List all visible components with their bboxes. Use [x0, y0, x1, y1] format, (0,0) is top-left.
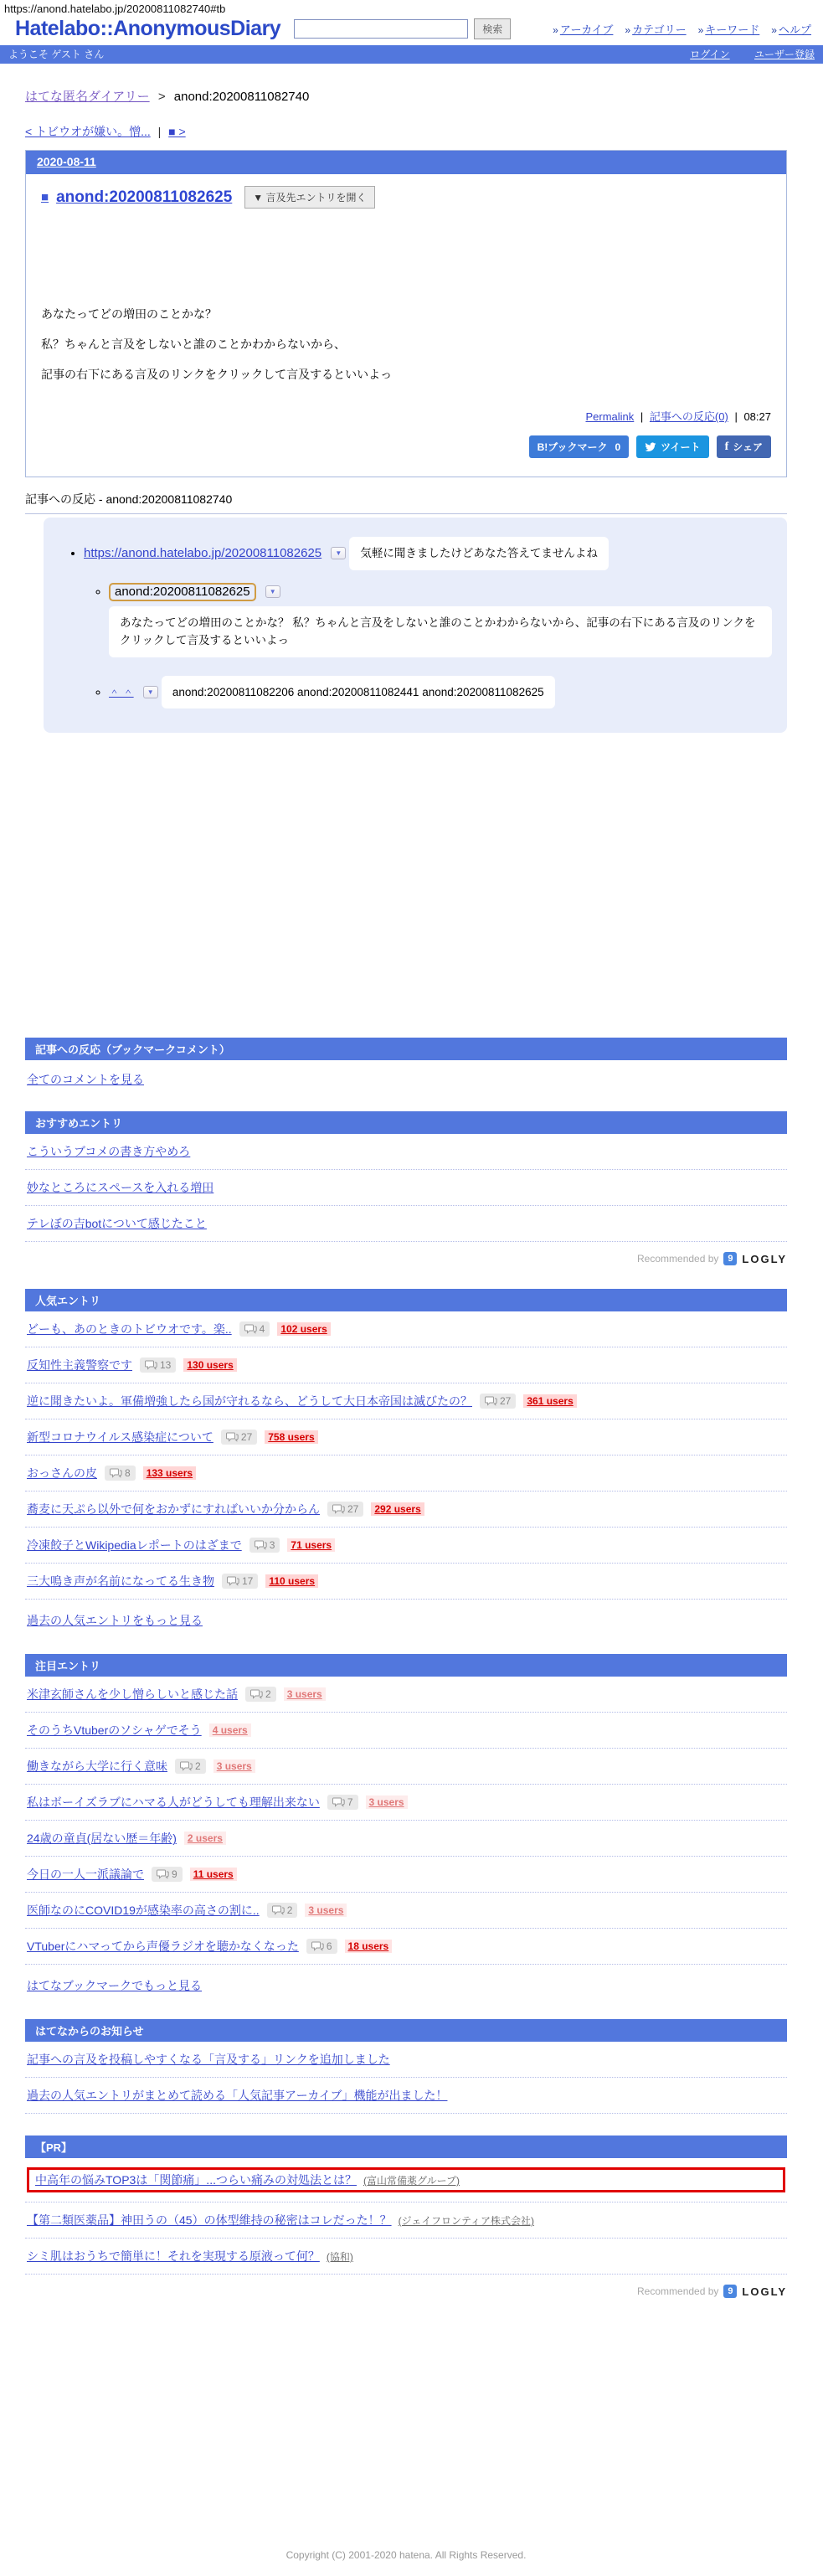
- featured-entries-list: [25, 1677, 787, 1965]
- masthead-nav-label: アーカイブ: [559, 23, 614, 36]
- welcome-greeting: ようこそ ゲスト さん: [8, 49, 105, 60]
- entry-list-row: [25, 1893, 787, 1929]
- recommended-by-row: [25, 2275, 787, 2300]
- more-popular-row: [25, 1600, 787, 1632]
- comment-count: 6: [326, 1940, 332, 1953]
- logly-brand-text: LOGLY: [742, 2285, 787, 2298]
- entry-link[interactable]: 妙なところにスペースを入れる増田: [27, 1181, 214, 1195]
- entry-text: [41, 306, 771, 383]
- breadcrumb: [25, 87, 787, 105]
- recommended-by-label: Recommended by: [637, 2285, 719, 2298]
- pr-source: [327, 2249, 353, 2264]
- entry-link[interactable]: 医師なのにCOVID19が感染率の高さの割に..: [27, 1904, 260, 1918]
- reaction-comment-box: あなたってどの増田のことかな？ 私？ちゃんと言及をしないと誰のことかわからないから、記事の右下にある言及のリンクをクリックして言及するといいよっ: [109, 606, 772, 657]
- welcome-bar: [0, 45, 823, 64]
- comment-bubble-icon: [244, 1324, 257, 1335]
- comment-count: 27: [347, 1503, 359, 1516]
- next-entry-link[interactable]: ■ >: [168, 125, 186, 138]
- entry-date-link[interactable]: 2020-08-11: [37, 155, 96, 168]
- pr-link[interactable]: シミ肌はおうちで簡単に！それを実現する原液って何？: [27, 2249, 320, 2264]
- site-logo[interactable]: Hatelabo::AnonymousDiary: [15, 17, 281, 40]
- comment-bubble-icon: [157, 1869, 169, 1880]
- section-header-popular-entries: 人気エントリ: [25, 1289, 787, 1311]
- comment-count-badge[interactable]: [245, 1687, 276, 1702]
- caret-down-icon: ▼: [147, 688, 154, 696]
- entry-link[interactable]: 逆に聞きたいよ。軍備増強したら国が守れるなら、どうして大日本帝国は滅びたの？: [27, 1394, 472, 1409]
- reaction-comment-box: anond:20200811082206 anond:20200811082441 anond:20200811082625: [162, 676, 555, 709]
- recommended-entries-list: [25, 1134, 787, 1242]
- pr-source: [363, 2173, 460, 2187]
- entry-link[interactable]: 反知性主義警察です: [27, 1358, 132, 1373]
- comment-count-badge[interactable]: [480, 1394, 516, 1409]
- logly-logo-icon: 9: [723, 2285, 737, 2298]
- entry-list-row: [25, 1419, 787, 1455]
- entry-link[interactable]: どーも、あのときのトビウオです。楽..: [27, 1322, 232, 1337]
- current-entry-reference: anond:20200811082625: [109, 583, 256, 601]
- comment-count-badge[interactable]: [175, 1759, 206, 1774]
- entry-blank-area: [41, 209, 771, 292]
- bookmark-users-badge[interactable]: 4 users: [209, 1723, 251, 1737]
- prev-next-pager: [25, 123, 787, 140]
- entry-paragraph: 記事の右下にある言及のリンクをクリックして言及するといいよっ: [41, 368, 393, 381]
- entry-list-row: [25, 1857, 787, 1893]
- meta-divider: |: [640, 410, 644, 423]
- entry-link[interactable]: テレぼの吉botについて感じたこと: [27, 1217, 207, 1231]
- bookmark-users-badge[interactable]: 102 users: [277, 1322, 330, 1336]
- masthead-nav: [553, 21, 811, 37]
- dropdown-toggle-button[interactable]: [143, 686, 158, 698]
- reaction-child-link[interactable]: ＾ ＾: [109, 685, 134, 698]
- comment-count: 27: [240, 1431, 253, 1444]
- section-header-featured-entries: 注目エントリ: [25, 1654, 787, 1677]
- tweet-button-label: ツイート: [661, 441, 701, 453]
- reaction-tree: [44, 518, 787, 733]
- more-hatena-bookmark-link[interactable]: はてなブックマークでもっと見る: [27, 1979, 203, 1993]
- entry-list-row: [25, 2042, 787, 2078]
- comment-count-badge[interactable]: [140, 1358, 176, 1373]
- entry-list-row: [25, 1677, 787, 1713]
- comment-count: 9: [172, 1868, 177, 1881]
- pr-source: [399, 2213, 534, 2228]
- entry-list-row: [25, 1528, 787, 1564]
- section-header-recommended-entries: おすすめエントリ: [25, 1111, 787, 1134]
- dropdown-toggle-button[interactable]: [265, 585, 280, 598]
- comment-count: 17: [242, 1575, 254, 1588]
- recommended-by-label: Recommended by: [637, 1253, 719, 1265]
- comment-count-badge[interactable]: [327, 1795, 358, 1810]
- masthead-nav-link[interactable]: [698, 21, 760, 37]
- welcome-link[interactable]: ログイン: [690, 49, 730, 60]
- entry-link[interactable]: 働きながら大学に行く意味: [27, 1759, 167, 1774]
- bookmark-users-badge[interactable]: 2 users: [184, 1832, 226, 1845]
- bookmark-users-badge[interactable]: 71 users: [287, 1538, 335, 1552]
- pager-divider: |: [157, 125, 162, 138]
- entry-list-row: [25, 1311, 787, 1347]
- comment-count: 4: [259, 1323, 265, 1336]
- logly-brand-text: LOGLY: [742, 1252, 787, 1265]
- comment-bubble-icon: [145, 1360, 157, 1371]
- reactions-count-link[interactable]: 記事への反応(0): [649, 410, 728, 423]
- entry-list-row: [25, 1383, 787, 1419]
- entry-list-row: [25, 1206, 787, 1242]
- pr-link[interactable]: 中高年の悩みTOP3は「関節痛」...つらい痛みの対処法とは？: [35, 2173, 357, 2187]
- entry-link[interactable]: 冷凍餃子とWikipediaレポートのはざまで: [27, 1538, 242, 1553]
- bookmark-users-badge[interactable]: 3 users: [366, 1795, 408, 1809]
- hatena-bookmark-button[interactable]: [529, 435, 630, 458]
- bookmark-users-badge[interactable]: 18 users: [345, 1940, 393, 1953]
- caret-down-icon: ▼: [335, 549, 342, 557]
- entry-link[interactable]: おっさんの皮: [27, 1466, 97, 1481]
- bookmark-users-badge[interactable]: 133 users: [143, 1466, 196, 1480]
- pr-link[interactable]: 【第二類医薬品】神田うの（45）の体型維持の秘密はコレだった！？: [27, 2213, 392, 2228]
- main-content: [25, 87, 787, 2576]
- entry-list-row: [25, 1929, 787, 1965]
- bookmark-users-badge[interactable]: 3 users: [213, 1759, 255, 1773]
- masthead-nav-link[interactable]: [771, 21, 811, 37]
- recommended-by-row: [25, 1242, 787, 1267]
- comment-bubble-icon: [311, 1941, 324, 1952]
- reaction-comment-box: 気軽に聞きましたけどあなた答えてませんよね: [349, 537, 609, 570]
- masthead: [0, 16, 823, 45]
- pr-item-row: [25, 2239, 787, 2275]
- bookmark-users-badge[interactable]: 11 users: [190, 1868, 237, 1881]
- bookmark-users-badge[interactable]: 758 users: [265, 1430, 317, 1444]
- browser-url-text: https://anond.hatelabo.jp/20200811082740#tb: [4, 3, 226, 15]
- comment-count-badge[interactable]: [267, 1903, 298, 1918]
- double-arrow-icon: »: [625, 24, 631, 36]
- comment-bubble-icon: [226, 1432, 239, 1443]
- comment-bubble-icon: [180, 1761, 193, 1772]
- view-all-comments-link[interactable]: 全てのコメントを見る: [27, 1073, 144, 1087]
- entry-link[interactable]: VTuberにハマってから声優ラジオを聴かなくなった: [27, 1940, 299, 1954]
- comment-bubble-icon: [250, 1689, 263, 1700]
- reaction-root-item: [84, 529, 772, 719]
- reaction-root-link[interactable]: https://anond.hatelabo.jp/20200811082625: [84, 546, 322, 560]
- search-input[interactable]: [294, 19, 468, 39]
- comment-count: 27: [500, 1395, 512, 1408]
- more-popular-entries-link[interactable]: 過去の人気エントリをもっと見る: [27, 1614, 203, 1628]
- logly-logo-icon: 9: [723, 1252, 737, 1265]
- comment-count: 2: [265, 1688, 271, 1701]
- bookmark-users-badge[interactable]: 130 users: [183, 1358, 236, 1372]
- entry-square-marker-icon[interactable]: ■: [41, 190, 49, 204]
- comment-bubble-icon: [255, 1540, 267, 1551]
- breadcrumb-current: anond:20200811082740: [173, 90, 310, 104]
- masthead-nav-label: ヘルプ: [778, 23, 811, 36]
- blank-space: [25, 2300, 787, 2543]
- entry-list-row: [25, 1492, 787, 1528]
- twitter-bird-icon: [645, 441, 656, 453]
- pr-source-link[interactable]: (富山常備薬グループ): [363, 2174, 460, 2187]
- entry-box: [25, 150, 787, 477]
- pr-item-row: [25, 2158, 787, 2202]
- prev-entry-link[interactable]: < トビウオが嫌い。憎...: [25, 125, 151, 138]
- section-header-hatena-news: はてなからのお知らせ: [25, 2019, 787, 2042]
- facebook-icon: f: [724, 440, 729, 453]
- permalink-link[interactable]: Permalink: [585, 410, 635, 423]
- entry-list-row: [25, 2078, 787, 2114]
- comment-bubble-icon: [485, 1396, 497, 1407]
- entry-list-row: [25, 1785, 787, 1821]
- comment-count-badge[interactable]: [249, 1538, 280, 1553]
- entry-paragraph: あなたってどの増田のことかな？: [41, 307, 217, 321]
- pr-item-inner: [27, 2167, 785, 2192]
- comment-count-badge[interactable]: [239, 1321, 270, 1337]
- entry-time: 08:27: [743, 410, 771, 423]
- reactions-section-title: 記事への反応 - anond:20200811082740: [25, 491, 787, 514]
- entry-title-link[interactable]: anond:20200811082625: [56, 188, 233, 206]
- comment-count-badge[interactable]: [221, 1430, 257, 1445]
- comment-count-badge[interactable]: [105, 1466, 136, 1481]
- entry-list-row: [25, 1564, 787, 1600]
- entry-list-row: [25, 1455, 787, 1492]
- caret-down-icon: ▼: [269, 587, 276, 595]
- entry-meta: [41, 408, 771, 424]
- entry-list-row: [25, 1134, 787, 1170]
- entry-link[interactable]: 三大鳴き声が名前になってる生き物: [27, 1574, 214, 1589]
- comment-count: 3: [269, 1539, 275, 1552]
- social-buttons-row: [41, 435, 771, 458]
- comment-bubble-icon: [332, 1504, 345, 1515]
- comment-bubble-icon: [332, 1797, 345, 1808]
- dropdown-toggle-button[interactable]: [331, 547, 346, 559]
- share-button-label: シェア: [733, 441, 763, 453]
- hatena-news-list: [25, 2042, 787, 2114]
- pr-item-inner: [27, 2248, 785, 2264]
- entry-list-row: [25, 1170, 787, 1206]
- entry-paragraph: 私？ちゃんと言及をしないと誰のことかわからないから、: [41, 337, 346, 351]
- entry-list-row: [25, 1347, 787, 1383]
- comment-count-badge[interactable]: [306, 1939, 337, 1954]
- entry-link[interactable]: こういうブコメの書き方やめろ: [27, 1145, 191, 1159]
- welcome-links: [668, 47, 815, 61]
- comment-count-badge[interactable]: [152, 1867, 183, 1882]
- entry-link[interactable]: 米津玄師さんを少し憎らしいと感じた話: [27, 1687, 238, 1702]
- double-arrow-icon: »: [697, 24, 704, 36]
- all-comments-row: [25, 1060, 787, 1090]
- bookmark-button-label: B!ブックマーク: [537, 441, 608, 453]
- comment-count-badge[interactable]: [222, 1574, 258, 1589]
- comment-bubble-icon: [272, 1905, 285, 1916]
- news-link[interactable]: 過去の人気エントリがまとめて読める「人気記事アーカイブ」機能が出ました！: [27, 2089, 448, 2103]
- entry-list-row: [25, 1713, 787, 1749]
- masthead-nav-label: キーワード: [705, 23, 760, 36]
- comment-count: 7: [347, 1796, 353, 1809]
- comment-bubble-icon: [110, 1468, 122, 1479]
- comment-count: 2: [195, 1760, 201, 1773]
- entry-link[interactable]: 24歳の童貞(居ない歴＝年齢): [27, 1832, 177, 1846]
- news-link[interactable]: 記事への言及を投稿しやすくなる「言及する」リンクを追加しました: [27, 2053, 390, 2067]
- bookmark-count: 0: [615, 440, 621, 453]
- bookmark-users-badge[interactable]: 110 users: [265, 1574, 318, 1588]
- popular-entries-list: [25, 1311, 787, 1600]
- entry-list-row: [25, 1821, 787, 1857]
- entry-link[interactable]: 新型コロナウイルス感染症について: [27, 1430, 213, 1445]
- open-referenced-entry-button[interactable]: ▼ 言及先エントリを開く: [244, 186, 374, 209]
- bookmark-users-badge[interactable]: 3 users: [284, 1687, 326, 1701]
- double-arrow-icon: »: [553, 24, 558, 36]
- entry-date-bar: [26, 151, 786, 174]
- pr-list: [25, 2158, 787, 2275]
- section-header-bookmark-comments: 記事への反応（ブックマークコメント）: [25, 1038, 787, 1060]
- entry-body: [26, 174, 786, 477]
- meta-divider: |: [734, 410, 738, 423]
- bookmark-users-badge[interactable]: 292 users: [371, 1502, 424, 1516]
- section-header-pr: 【PR】: [25, 2136, 787, 2158]
- comment-count: 2: [286, 1904, 293, 1917]
- breadcrumb-separator: >: [157, 90, 166, 104]
- masthead-nav-link[interactable]: [553, 21, 613, 37]
- entry-title-row: [41, 186, 771, 209]
- comment-bubble-icon: [227, 1576, 239, 1587]
- entry-link[interactable]: 蕎麦に天ぷら以外で何をおかずにすればいいか分からん: [27, 1502, 320, 1517]
- reaction-child-item: [109, 585, 772, 668]
- bookmark-users-badge[interactable]: 361 users: [523, 1394, 576, 1408]
- more-featured-row: [25, 1965, 787, 1997]
- facebook-share-button[interactable]: [717, 435, 771, 458]
- entry-link[interactable]: 私はボーイズラブにハマる人がどうしても理解出来ない: [27, 1795, 320, 1810]
- search-button[interactable]: 検索: [474, 18, 511, 39]
- masthead-nav-label: カテゴリー: [632, 23, 687, 36]
- entry-list-row: [25, 1749, 787, 1785]
- double-arrow-icon: »: [771, 24, 777, 36]
- pr-source-link[interactable]: (ジェイフロンティア株式会社): [398, 2214, 535, 2227]
- entry-link[interactable]: そのうちVtuberのソシャゲでそう: [27, 1723, 202, 1738]
- reaction-child-item: [109, 668, 772, 720]
- comment-count: 13: [160, 1359, 172, 1372]
- tweet-button[interactable]: [636, 435, 708, 458]
- bookmark-users-badge[interactable]: 3 users: [305, 1904, 347, 1917]
- masthead-nav-link[interactable]: [625, 21, 686, 37]
- comment-count: 8: [125, 1467, 131, 1480]
- pr-item-inner: [27, 2212, 785, 2228]
- welcome-link[interactable]: ユーザー登録: [754, 49, 815, 60]
- pr-source-link[interactable]: (協和): [326, 2250, 353, 2263]
- breadcrumb-home-link[interactable]: はてな匿名ダイアリー: [25, 90, 150, 104]
- pr-item-row: [25, 2202, 787, 2239]
- entry-link[interactable]: 今日の一人一派議論で: [27, 1868, 144, 1882]
- comment-count-badge[interactable]: [327, 1502, 363, 1517]
- blank-space: [25, 733, 787, 1016]
- copyright-text: Copyright (C) 2001-2020 hatena. All Rights Reserved.: [285, 2549, 527, 2562]
